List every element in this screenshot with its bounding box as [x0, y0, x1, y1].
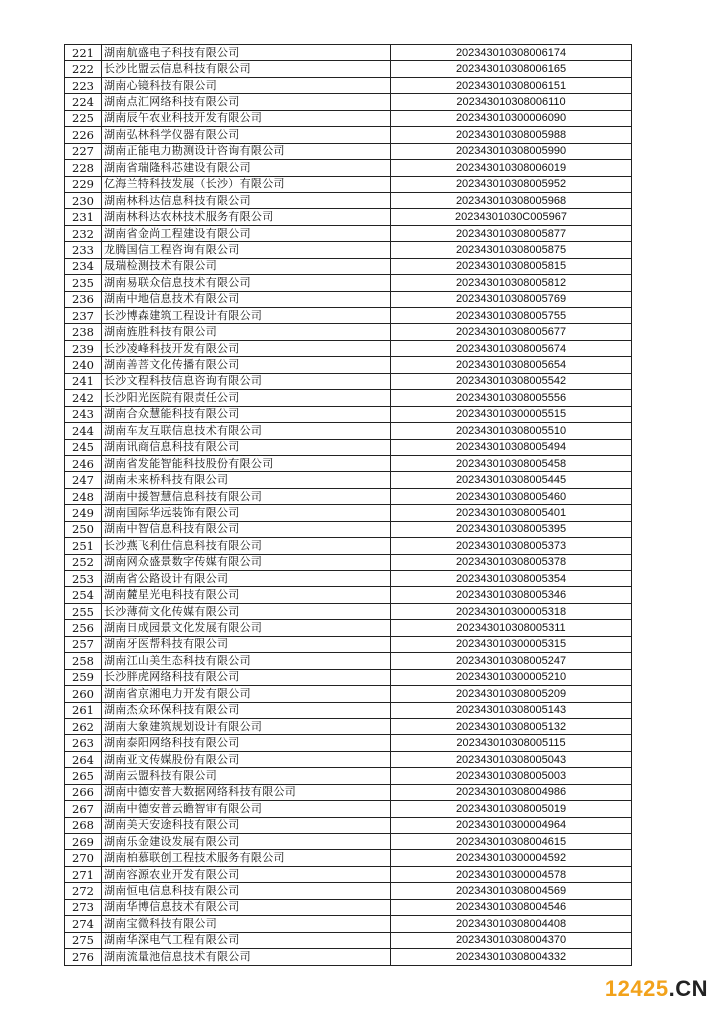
registration-code: 202343010308006019: [391, 160, 632, 176]
row-number: 235: [65, 275, 102, 291]
registration-code: 202343010308005875: [391, 242, 632, 258]
registration-code: 202343010308005247: [391, 653, 632, 669]
table-row: [65, 554, 632, 570]
registration-code: 202343010308005043: [391, 751, 632, 767]
registration-code: 202343010308005812: [391, 275, 632, 291]
row-number: 271: [65, 866, 102, 882]
company-name: 湖南心镜科技有限公司: [102, 77, 391, 93]
registration-code: 202343010308005952: [391, 176, 632, 192]
row-number: 257: [65, 636, 102, 652]
row-number: 265: [65, 768, 102, 784]
company-name: 晟瑞检测技术有限公司: [102, 258, 391, 274]
registration-code: 202343010308005654: [391, 357, 632, 373]
row-number: 223: [65, 77, 102, 93]
row-number: 224: [65, 94, 102, 110]
table-body: [65, 45, 632, 966]
company-name: 湖南美天安途科技有限公司: [102, 817, 391, 833]
registration-code: 202343010308005677: [391, 324, 632, 340]
table-row: [65, 373, 632, 389]
table-row: [65, 883, 632, 899]
company-name: 长沙阳光医院有限责任公司: [102, 390, 391, 406]
row-number: 268: [65, 817, 102, 833]
table-row: [65, 801, 632, 817]
company-name: 湖南容源农业开发有限公司: [102, 866, 391, 882]
registration-code: 202343010308005401: [391, 505, 632, 521]
table-row: [65, 653, 632, 669]
registration-code: 202343010308005458: [391, 455, 632, 471]
row-number: 262: [65, 718, 102, 734]
row-number: 272: [65, 883, 102, 899]
table-row: [65, 521, 632, 537]
registration-code: 202343010308005494: [391, 439, 632, 455]
registration-code: 20234301030C005967: [391, 209, 632, 225]
table-row: [65, 505, 632, 521]
registration-code: 202343010308004546: [391, 899, 632, 915]
company-name: 湖南善菩文化传播有限公司: [102, 357, 391, 373]
registration-code: 202343010308005143: [391, 702, 632, 718]
registration-code: 202343010308005373: [391, 538, 632, 554]
registration-code: 202343010300005318: [391, 603, 632, 619]
registration-code: 202343010300004964: [391, 817, 632, 833]
table-row: [65, 340, 632, 356]
company-name: 湖南泰阳网络科技有限公司: [102, 735, 391, 751]
company-name: 长沙博森建筑工程设计有限公司: [102, 308, 391, 324]
company-name: 湖南未来桥科技有限公司: [102, 472, 391, 488]
row-number: 242: [65, 390, 102, 406]
table-row: [65, 291, 632, 307]
company-name: 湖南牙医帮科技有限公司: [102, 636, 391, 652]
table-row: [65, 669, 632, 685]
registration-code: 202343010300004592: [391, 850, 632, 866]
table-row: [65, 275, 632, 291]
registration-code: 202343010308005378: [391, 554, 632, 570]
row-number: 252: [65, 554, 102, 570]
table-row: [65, 160, 632, 176]
company-name: 湖南杰众环保科技有限公司: [102, 702, 391, 718]
registration-code: 202343010308006110: [391, 94, 632, 110]
table-row: [65, 390, 632, 406]
table-row: [65, 603, 632, 619]
row-number: 243: [65, 406, 102, 422]
table-row: [65, 834, 632, 850]
company-name: 湖南中援智慧信息科技有限公司: [102, 488, 391, 504]
company-name: 湖南旌胜科技有限公司: [102, 324, 391, 340]
company-name: 湖南亚文传媒股份有限公司: [102, 751, 391, 767]
company-name: 湖南网众盛景数字传媒有限公司: [102, 554, 391, 570]
company-name: 湖南省发能智能科技股份有限公司: [102, 455, 391, 471]
registration-code: 202343010308005115: [391, 735, 632, 751]
table-row: [65, 866, 632, 882]
registration-code: 202343010308006174: [391, 45, 632, 61]
table-row: [65, 439, 632, 455]
registration-code: 202343010308005674: [391, 340, 632, 356]
table-row: [65, 916, 632, 932]
registration-code: 202343010308005968: [391, 192, 632, 208]
registration-code: 202343010308005395: [391, 521, 632, 537]
table-row: [65, 143, 632, 159]
company-name: 湖南省瑞隆科芯建设有限公司: [102, 160, 391, 176]
company-name: 湖南合众慧能科技有限公司: [102, 406, 391, 422]
watermark-number: 12425: [604, 976, 669, 1001]
row-number: 226: [65, 127, 102, 143]
company-name: 湖南国际华远装饰有限公司: [102, 505, 391, 521]
company-name: 亿海兰特科技发展（长沙）有限公司: [102, 176, 391, 192]
row-number: 248: [65, 488, 102, 504]
registration-code: 202343010308005346: [391, 587, 632, 603]
registration-code: 202343010308005769: [391, 291, 632, 307]
registration-code: 202343010300006090: [391, 110, 632, 126]
table-row: [65, 423, 632, 439]
table-row: [65, 455, 632, 471]
row-number: 230: [65, 192, 102, 208]
row-number: 245: [65, 439, 102, 455]
table-row: [65, 718, 632, 734]
company-name: 湖南省金尚工程建设有限公司: [102, 225, 391, 241]
row-number: 251: [65, 538, 102, 554]
table-row: [65, 472, 632, 488]
row-number: 256: [65, 620, 102, 636]
row-number: 255: [65, 603, 102, 619]
row-number: 270: [65, 850, 102, 866]
table-row: [65, 94, 632, 110]
company-name: 湖南宝微科技有限公司: [102, 916, 391, 932]
row-number: 236: [65, 291, 102, 307]
company-name: 湖南正能电力勘测设计咨询有限公司: [102, 143, 391, 159]
row-number: 241: [65, 373, 102, 389]
row-number: 233: [65, 242, 102, 258]
table-row: [65, 784, 632, 800]
company-name: 湖南柏慕联创工程技术服务有限公司: [102, 850, 391, 866]
table-row: [65, 686, 632, 702]
registration-code: 202343010300005210: [391, 669, 632, 685]
registration-code: 202343010308004408: [391, 916, 632, 932]
table-row: [65, 209, 632, 225]
row-number: 229: [65, 176, 102, 192]
registration-code: 202343010308005209: [391, 686, 632, 702]
registration-code: 202343010308005755: [391, 308, 632, 324]
registration-code: 202343010308005354: [391, 571, 632, 587]
registration-code: 202343010308005542: [391, 373, 632, 389]
registration-code: 202343010308006165: [391, 61, 632, 77]
company-name: 湖南辰午农业科技开发有限公司: [102, 110, 391, 126]
company-name: 湖南林科达信息科技有限公司: [102, 192, 391, 208]
table-row: [65, 488, 632, 504]
row-number: 240: [65, 357, 102, 373]
company-name: 湖南点汇网络科技有限公司: [102, 94, 391, 110]
registration-code: 202343010308004569: [391, 883, 632, 899]
row-number: 238: [65, 324, 102, 340]
registration-code: 202343010308004370: [391, 932, 632, 948]
company-registry-table: [64, 44, 632, 966]
registration-code: 202343010300005515: [391, 406, 632, 422]
row-number: 258: [65, 653, 102, 669]
table-row: [65, 768, 632, 784]
table-row: [65, 817, 632, 833]
table-row: [65, 308, 632, 324]
registration-code: 202343010300005315: [391, 636, 632, 652]
table-row: [65, 258, 632, 274]
company-name: 长沙文程科技信息咨询有限公司: [102, 373, 391, 389]
registration-code: 202343010308005445: [391, 472, 632, 488]
table-row: [65, 242, 632, 258]
row-number: 225: [65, 110, 102, 126]
company-name: 湖南航盛电子科技有限公司: [102, 45, 391, 61]
registration-code: 202343010308005877: [391, 225, 632, 241]
company-name: 湖南乐金建设发展有限公司: [102, 834, 391, 850]
company-name: 湖南省公路设计有限公司: [102, 571, 391, 587]
row-number: 232: [65, 225, 102, 241]
row-number: 260: [65, 686, 102, 702]
row-number: 263: [65, 735, 102, 751]
company-name: 湖南华深电气工程有限公司: [102, 932, 391, 948]
registration-code: 202343010308005003: [391, 768, 632, 784]
table-row: [65, 735, 632, 751]
table-row: [65, 850, 632, 866]
registration-code: 202343010308005311: [391, 620, 632, 636]
row-number: 237: [65, 308, 102, 324]
table-row: [65, 406, 632, 422]
company-name: 湖南车友互联信息技术有限公司: [102, 423, 391, 439]
table-row: [65, 357, 632, 373]
table-row: [65, 751, 632, 767]
table-row: [65, 636, 632, 652]
registration-code: 202343010308005132: [391, 718, 632, 734]
table-row: [65, 61, 632, 77]
row-number: 259: [65, 669, 102, 685]
row-number: 264: [65, 751, 102, 767]
row-number: 228: [65, 160, 102, 176]
company-name: 湖南江山美生态科技有限公司: [102, 653, 391, 669]
table-row: [65, 77, 632, 93]
company-name: 长沙胖虎网络科技有限公司: [102, 669, 391, 685]
registration-code: 202343010308005988: [391, 127, 632, 143]
company-name: 龙腾国信工程咨询有限公司: [102, 242, 391, 258]
company-name: 长沙比盟云信息科技有限公司: [102, 61, 391, 77]
company-name: 湖南省京湘电力开发有限公司: [102, 686, 391, 702]
row-number: 275: [65, 932, 102, 948]
registration-code: 202343010308005019: [391, 801, 632, 817]
row-number: 269: [65, 834, 102, 850]
row-number: 253: [65, 571, 102, 587]
row-number: 227: [65, 143, 102, 159]
company-name: 湖南林科达农林技术服务有限公司: [102, 209, 391, 225]
table-row: [65, 949, 632, 965]
table-row: [65, 192, 632, 208]
table-row: [65, 932, 632, 948]
registration-code: 202343010308005990: [391, 143, 632, 159]
company-name: 湖南大象建筑规划设计有限公司: [102, 718, 391, 734]
registration-code: 202343010300004578: [391, 866, 632, 882]
row-number: 231: [65, 209, 102, 225]
registration-code: 202343010308005556: [391, 390, 632, 406]
company-name: 湖南云盟科技有限公司: [102, 768, 391, 784]
company-name: 湖南中德安普云瞻智审有限公司: [102, 801, 391, 817]
company-name: 湖南中德安普大数据网络科技有限公司: [102, 784, 391, 800]
row-number: 222: [65, 61, 102, 77]
table-row: [65, 587, 632, 603]
row-number: 254: [65, 587, 102, 603]
row-number: 239: [65, 340, 102, 356]
registration-code: 202343010308004615: [391, 834, 632, 850]
registration-code: 202343010308005815: [391, 258, 632, 274]
table-row: [65, 620, 632, 636]
company-name: 湖南日成园景文化发展有限公司: [102, 620, 391, 636]
row-number: 221: [65, 45, 102, 61]
company-name: 湖南麓星光电科技有限公司: [102, 587, 391, 603]
site-watermark: [605, 976, 708, 1002]
table-row: [65, 45, 632, 61]
company-name: 湖南易联众信息技术有限公司: [102, 275, 391, 291]
company-name: 长沙燕飞利仕信息科技有限公司: [102, 538, 391, 554]
company-name: 湖南中地信息技术有限公司: [102, 291, 391, 307]
row-number: 234: [65, 258, 102, 274]
registration-code: 202343010308005460: [391, 488, 632, 504]
table-row: [65, 110, 632, 126]
row-number: 244: [65, 423, 102, 439]
company-name: 湖南恒电信息科技有限公司: [102, 883, 391, 899]
registration-code: 202343010308006151: [391, 77, 632, 93]
table-row: [65, 225, 632, 241]
company-name: 长沙凌峰科技开发有限公司: [102, 340, 391, 356]
row-number: 247: [65, 472, 102, 488]
row-number: 267: [65, 801, 102, 817]
company-name: 湖南流量池信息技术有限公司: [102, 949, 391, 965]
registration-code: 202343010308005510: [391, 423, 632, 439]
row-number: 276: [65, 949, 102, 965]
table-row: [65, 176, 632, 192]
table-row: [65, 538, 632, 554]
row-number: 250: [65, 521, 102, 537]
table-row: [65, 702, 632, 718]
table-row: [65, 127, 632, 143]
registration-code: 202343010308004986: [391, 784, 632, 800]
row-number: 274: [65, 916, 102, 932]
table-row: [65, 324, 632, 340]
table-row: [65, 571, 632, 587]
row-number: 246: [65, 455, 102, 471]
registration-code: 202343010308004332: [391, 949, 632, 965]
company-name: 湖南华博信息技术有限公司: [102, 899, 391, 915]
row-number: 249: [65, 505, 102, 521]
company-name: 湖南中智信息科技有限公司: [102, 521, 391, 537]
row-number: 261: [65, 702, 102, 718]
watermark-domain: .CN: [668, 976, 708, 1001]
company-name: 长沙薄荷文化传媒有限公司: [102, 603, 391, 619]
company-name: 湖南讯商信息科技有限公司: [102, 439, 391, 455]
company-name: 湖南弘林科学仪器有限公司: [102, 127, 391, 143]
row-number: 266: [65, 784, 102, 800]
table-row: [65, 899, 632, 915]
row-number: 273: [65, 899, 102, 915]
